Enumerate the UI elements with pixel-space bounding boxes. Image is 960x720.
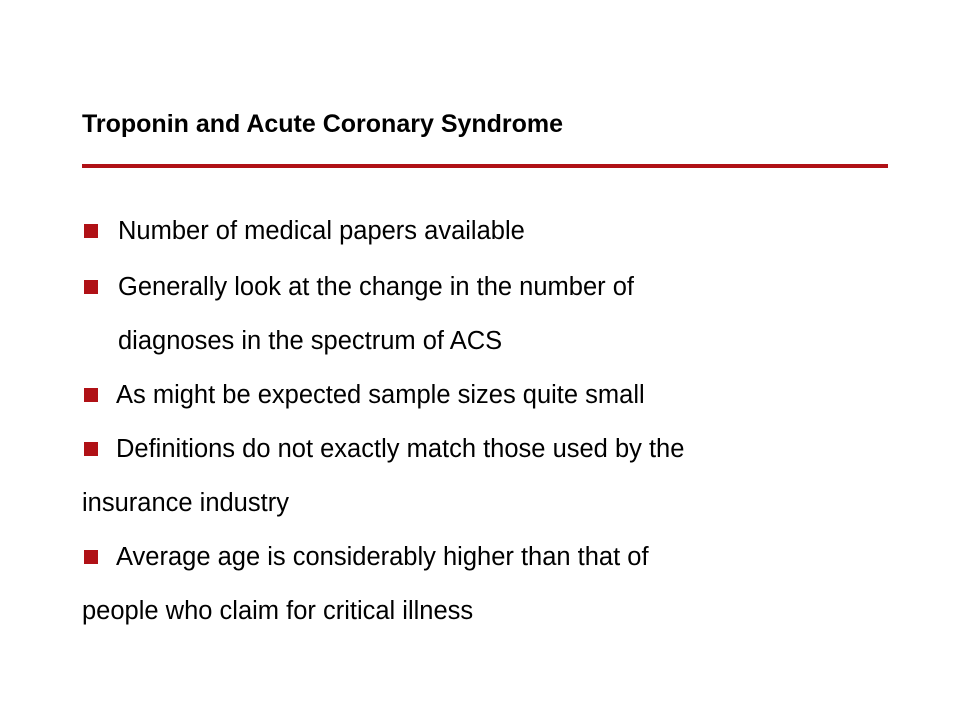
bullet-text: Number of medical papers available (118, 217, 525, 245)
square-bullet-icon (84, 550, 98, 564)
square-bullet-icon (84, 224, 98, 238)
bullet-text: Generally look at the change in the number of (118, 273, 634, 301)
square-bullet-icon (84, 388, 98, 402)
bullet-text: As might be expected sample sizes quite small (116, 381, 645, 409)
bullet-text: Definitions do not exactly match those used by the (116, 435, 685, 463)
square-bullet-icon (84, 442, 98, 456)
bullet-text-continued: diagnoses in the spectrum of ACS (118, 327, 503, 355)
slide-title: Troponin and Acute Coronary Syndrome (82, 110, 564, 138)
title-divider (82, 164, 888, 168)
bullet-text-continued: insurance industry (82, 489, 289, 517)
bullet-text-continued: people who claim for critical illness (82, 597, 474, 625)
square-bullet-icon (84, 280, 98, 294)
bullet-text: Average age is considerably higher than that of (116, 543, 649, 571)
